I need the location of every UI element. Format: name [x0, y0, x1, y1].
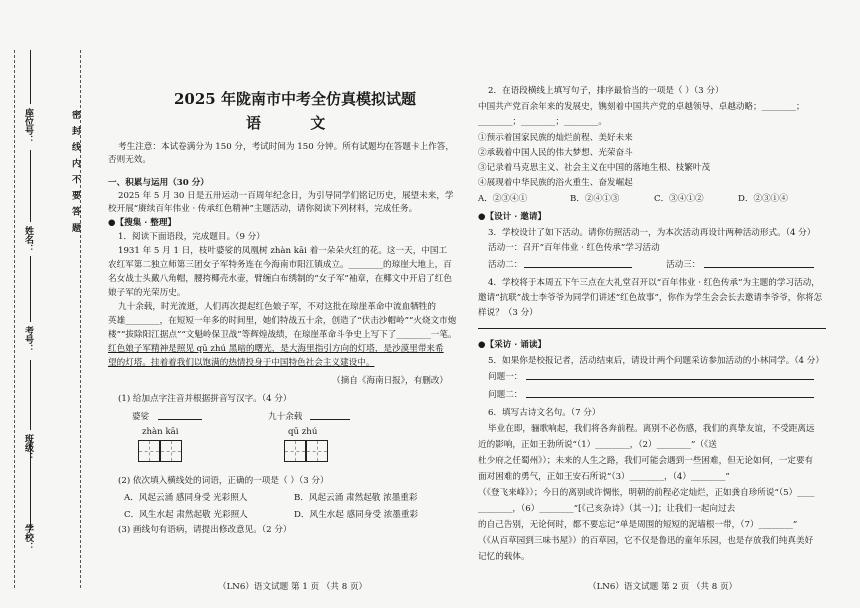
q2-choice-2: ②承载着中国人民的伟大梦想、光荣奋斗: [478, 148, 633, 158]
word-posuo-answer[interactable]: [158, 410, 202, 420]
para1-line2: 农红军第二独立师第三团女子军特务连在今海南市阳江镇成立。________的琼崖大地上，百: [108, 260, 452, 270]
q5-stem: 5．如果你是校报记者，活动结束后，请设计两个问题采访参加活动的小林同学。（4 分）: [488, 356, 824, 366]
q1-2-option-b[interactable]: B．风起云涌 肃然起敬 浓墨重彩: [294, 493, 418, 503]
seat-no-field[interactable]: [30, 50, 31, 104]
char-box-kai[interactable]: [160, 440, 182, 462]
class-label: 班级：: [23, 434, 33, 461]
para1-line1: 1931 年 5 月 1 日，枝叶婆娑的凤凰树 zhàn kāi 着一朵朵火红的花。这一天，中国工: [118, 246, 448, 256]
binding-margin: [0, 0, 92, 608]
q4-line2: 邀请“抗联”战士李爷爷为同学们讲述“红色故事”，你作为学生会会长去邀请李爷爷，你将怎: [478, 293, 823, 303]
q1-2-option-a[interactable]: A．风起云涌 感同身受 光彩照人: [124, 493, 248, 503]
q2-choice-4: ④展现着中华民族的浴火重生、奋发崛起: [478, 178, 633, 188]
word-jiushi-answer[interactable]: [310, 410, 350, 420]
q2-option-b[interactable]: B．②④①③: [570, 194, 620, 204]
q2-choice-3: ③记录着马克思主义、社会主义在中国的落地生根、枝繁叶茂: [478, 163, 711, 173]
activity-1: 活动一：召开“百年伟业 · 红色传承”学习活动: [488, 243, 660, 253]
seat-no-label: 座位号：: [23, 108, 33, 144]
para2-line4-underlined: 红色娘子军精神是照见 qū zhú 黑暗的曙光，是大海里指引方向的灯塔，是沙漠里带来希: [108, 344, 444, 354]
exam-title: 2025 年陇南市中考全仿真模拟试题: [174, 90, 416, 108]
q6-passage-2: 近的影响，正如王勃所说“（1）________，（2）________”（《送: [478, 440, 717, 450]
exam-no-field[interactable]: [30, 256, 31, 322]
question-1-label: 问题一：: [488, 372, 523, 382]
school-field[interactable]: [30, 440, 31, 530]
activity-2-answer[interactable]: [524, 258, 632, 268]
char-box-qu[interactable]: [284, 440, 306, 462]
q1-2-option-d[interactable]: D．风生水起 感同身受 浓墨重彩: [294, 510, 419, 520]
class-field[interactable]: [30, 360, 31, 430]
q2-option-c[interactable]: C．③④①②: [654, 194, 704, 204]
tag-collect: ●【搜集 · 整理】: [108, 218, 177, 228]
tag-design: ●【设计 · 邀请】: [478, 212, 547, 222]
para2-line3: 楼”“拔除阳江据点”“文魁岭保卫战”等辉煌战绩，在琼崖革命斗争史上写下了________一笔。: [108, 330, 457, 340]
q1-1-stem: (1) 给加点字注音并根据拼音写汉字。（4 分）: [118, 394, 292, 404]
q6-passage-7: 的自己告别，无论何时，都不要忘记“单是周围的短短的泥墙根一带，（7）________”: [478, 520, 798, 530]
para1-line3: 名女战士头戴八角帽，腰挎椰壳水壶，臂缠白布绣制的“女子军”袖章，在椰文中开启了红色: [108, 274, 452, 284]
q6-stem: 6．填写古诗文名句。（7 分）: [488, 408, 601, 418]
subject-title: 语 文: [246, 114, 348, 132]
notice-line-2: 否则无效。: [108, 155, 151, 165]
activity-3-answer[interactable]: [704, 258, 814, 268]
intro-line-2: 校开展“赓续百年伟业 · 传承红色精神”主题活动，请你阅读下列材料，完成任务。: [108, 204, 418, 214]
q3-stem: 3．学校设计了如下活动。请你仿照活动一，为本次活动再设计两种活动形式。（4 分）: [488, 228, 816, 238]
tag-interview: ●【采访 · 诵读】: [478, 340, 547, 350]
para1-line4: 娘子军的光荣历史。: [108, 288, 186, 298]
q4-answer-line[interactable]: [478, 328, 826, 329]
para2-line2: 英雄________，在短短一年多的时间里，她们特战五十余，创造了“伏击沙帽岭”“火烧文市炮: [108, 316, 457, 326]
seal-notice: 密 封 线 内 不 要 答 题: [70, 110, 80, 234]
question-2-answer[interactable]: [526, 388, 814, 398]
q2-passage-line2: ________；________；________。: [478, 117, 607, 127]
q2-option-a[interactable]: A．②③④①: [478, 194, 528, 204]
page-2-footer: （LN6）语文试题 第 2 页 （共 8 页）: [588, 582, 738, 592]
q6-passage-9: 记忆的载体。: [478, 552, 530, 562]
q1-2-option-c[interactable]: C．风生水起 肃然起敬 光彩照人: [124, 510, 248, 520]
q1-stem: 1．阅读下面语段，完成题目。（9 分）: [118, 232, 265, 242]
q4-line3: 样说？（3 分）: [478, 308, 538, 318]
activity-2-label: 活动二：: [488, 260, 523, 270]
name-field[interactable]: [30, 150, 31, 222]
q1-3-stem: (3) 画线句有语病，请提出修改意见。（2 分）: [118, 525, 292, 535]
name-label: 姓名：: [23, 226, 33, 253]
q1-2-stem: (2) 依次填入横线处的词语，正确的一项是（ ）（3 分）: [118, 476, 329, 486]
q2-option-d[interactable]: D．②③①④: [738, 194, 788, 204]
school-label: 学校：: [23, 524, 33, 551]
q6-passage-3: 杜少府之任蜀州》）；未来的人生之路，我们可能会遇到一些困难，但无论如何，一定要有: [478, 456, 814, 466]
para2-line1: 九十余载，时光流逝，人们再次提起红色娘子军，不对这批在琼崖革命中流血牺牲的: [118, 302, 436, 312]
q6-passage-5: （《登飞来峰》）；今日的离别或许惆怅，明朝的前程必定灿烂，正如龚自珍所说“（5）____: [478, 488, 815, 498]
para2-line5-underlined: 望的灯塔。挂着着我们以饱满的热情投身于中国特色社会主义建设中。: [108, 358, 375, 368]
notice-line-1: 考生注意：本试卷满分为 150 分，考试时间为 150 分钟。所有试题均在答题卡上作答，: [118, 142, 454, 152]
activity-3-label: 活动三：: [666, 260, 701, 270]
word-posuo: 婆娑: [132, 412, 150, 422]
pinyin-quzhu: qū zhú: [288, 427, 318, 437]
source-note: （摘自《海南日报》，有删改）: [332, 376, 449, 386]
q2-passage-line1: 中国共产党百余年来的发展史，镌刻着中国共产党的卓越领导、卓越动略；________；: [478, 102, 805, 112]
section-1-heading: 一、积累与运用（30 分）: [108, 178, 209, 188]
page-1-footer: （LN6）语文试题 第 1 页 （共 8 页）: [218, 582, 368, 592]
pinyin-zhankai: zhàn kāi: [142, 427, 179, 437]
cut-line-outer: [14, 50, 15, 588]
question-1-answer[interactable]: [526, 370, 814, 380]
char-box-zhu[interactable]: [306, 440, 328, 462]
q2-stem: 2．在语段横线上填写句子，排序最恰当的一项是（ ）（3 分）: [488, 86, 724, 96]
q6-passage-4: 面对困难的勇气，正如王安石所说“（3）________，（4）________”: [478, 472, 730, 482]
exam-no-label: 考号：: [23, 326, 33, 353]
char-box-zhan[interactable]: [138, 440, 160, 462]
intro-line-1: 2025 年 5 月 30 日是五卅运动一百周年纪念日，为引导同学们铭记历史，展望未来，学: [118, 191, 454, 201]
q6-passage-8: （《从百草园到三味书屋》）的百草园，它不仅是鲁迅的童年乐园，也是存放我们纯真美好: [478, 536, 814, 546]
q2-choice-1: ①预示着国家民族的灿烂前程、美好未来: [478, 133, 633, 143]
question-2-label: 问题二：: [488, 390, 523, 400]
q4-line1: 4．学校将于本周五下午三点在大礼堂召开以“百年伟业 · 红色传承”为主题的学习活动，: [488, 278, 820, 288]
word-jiushi: 九十余载: [268, 412, 303, 422]
q6-passage-1: 毕业在即，骊歌响起，我们将各奔前程。离别不必伤感，我们的真挚友谊，不受距离远: [488, 424, 815, 434]
q6-passage-6: ________，（6）________”[《己亥杂诗》（其一）]；让我们一起向过去: [478, 504, 736, 514]
